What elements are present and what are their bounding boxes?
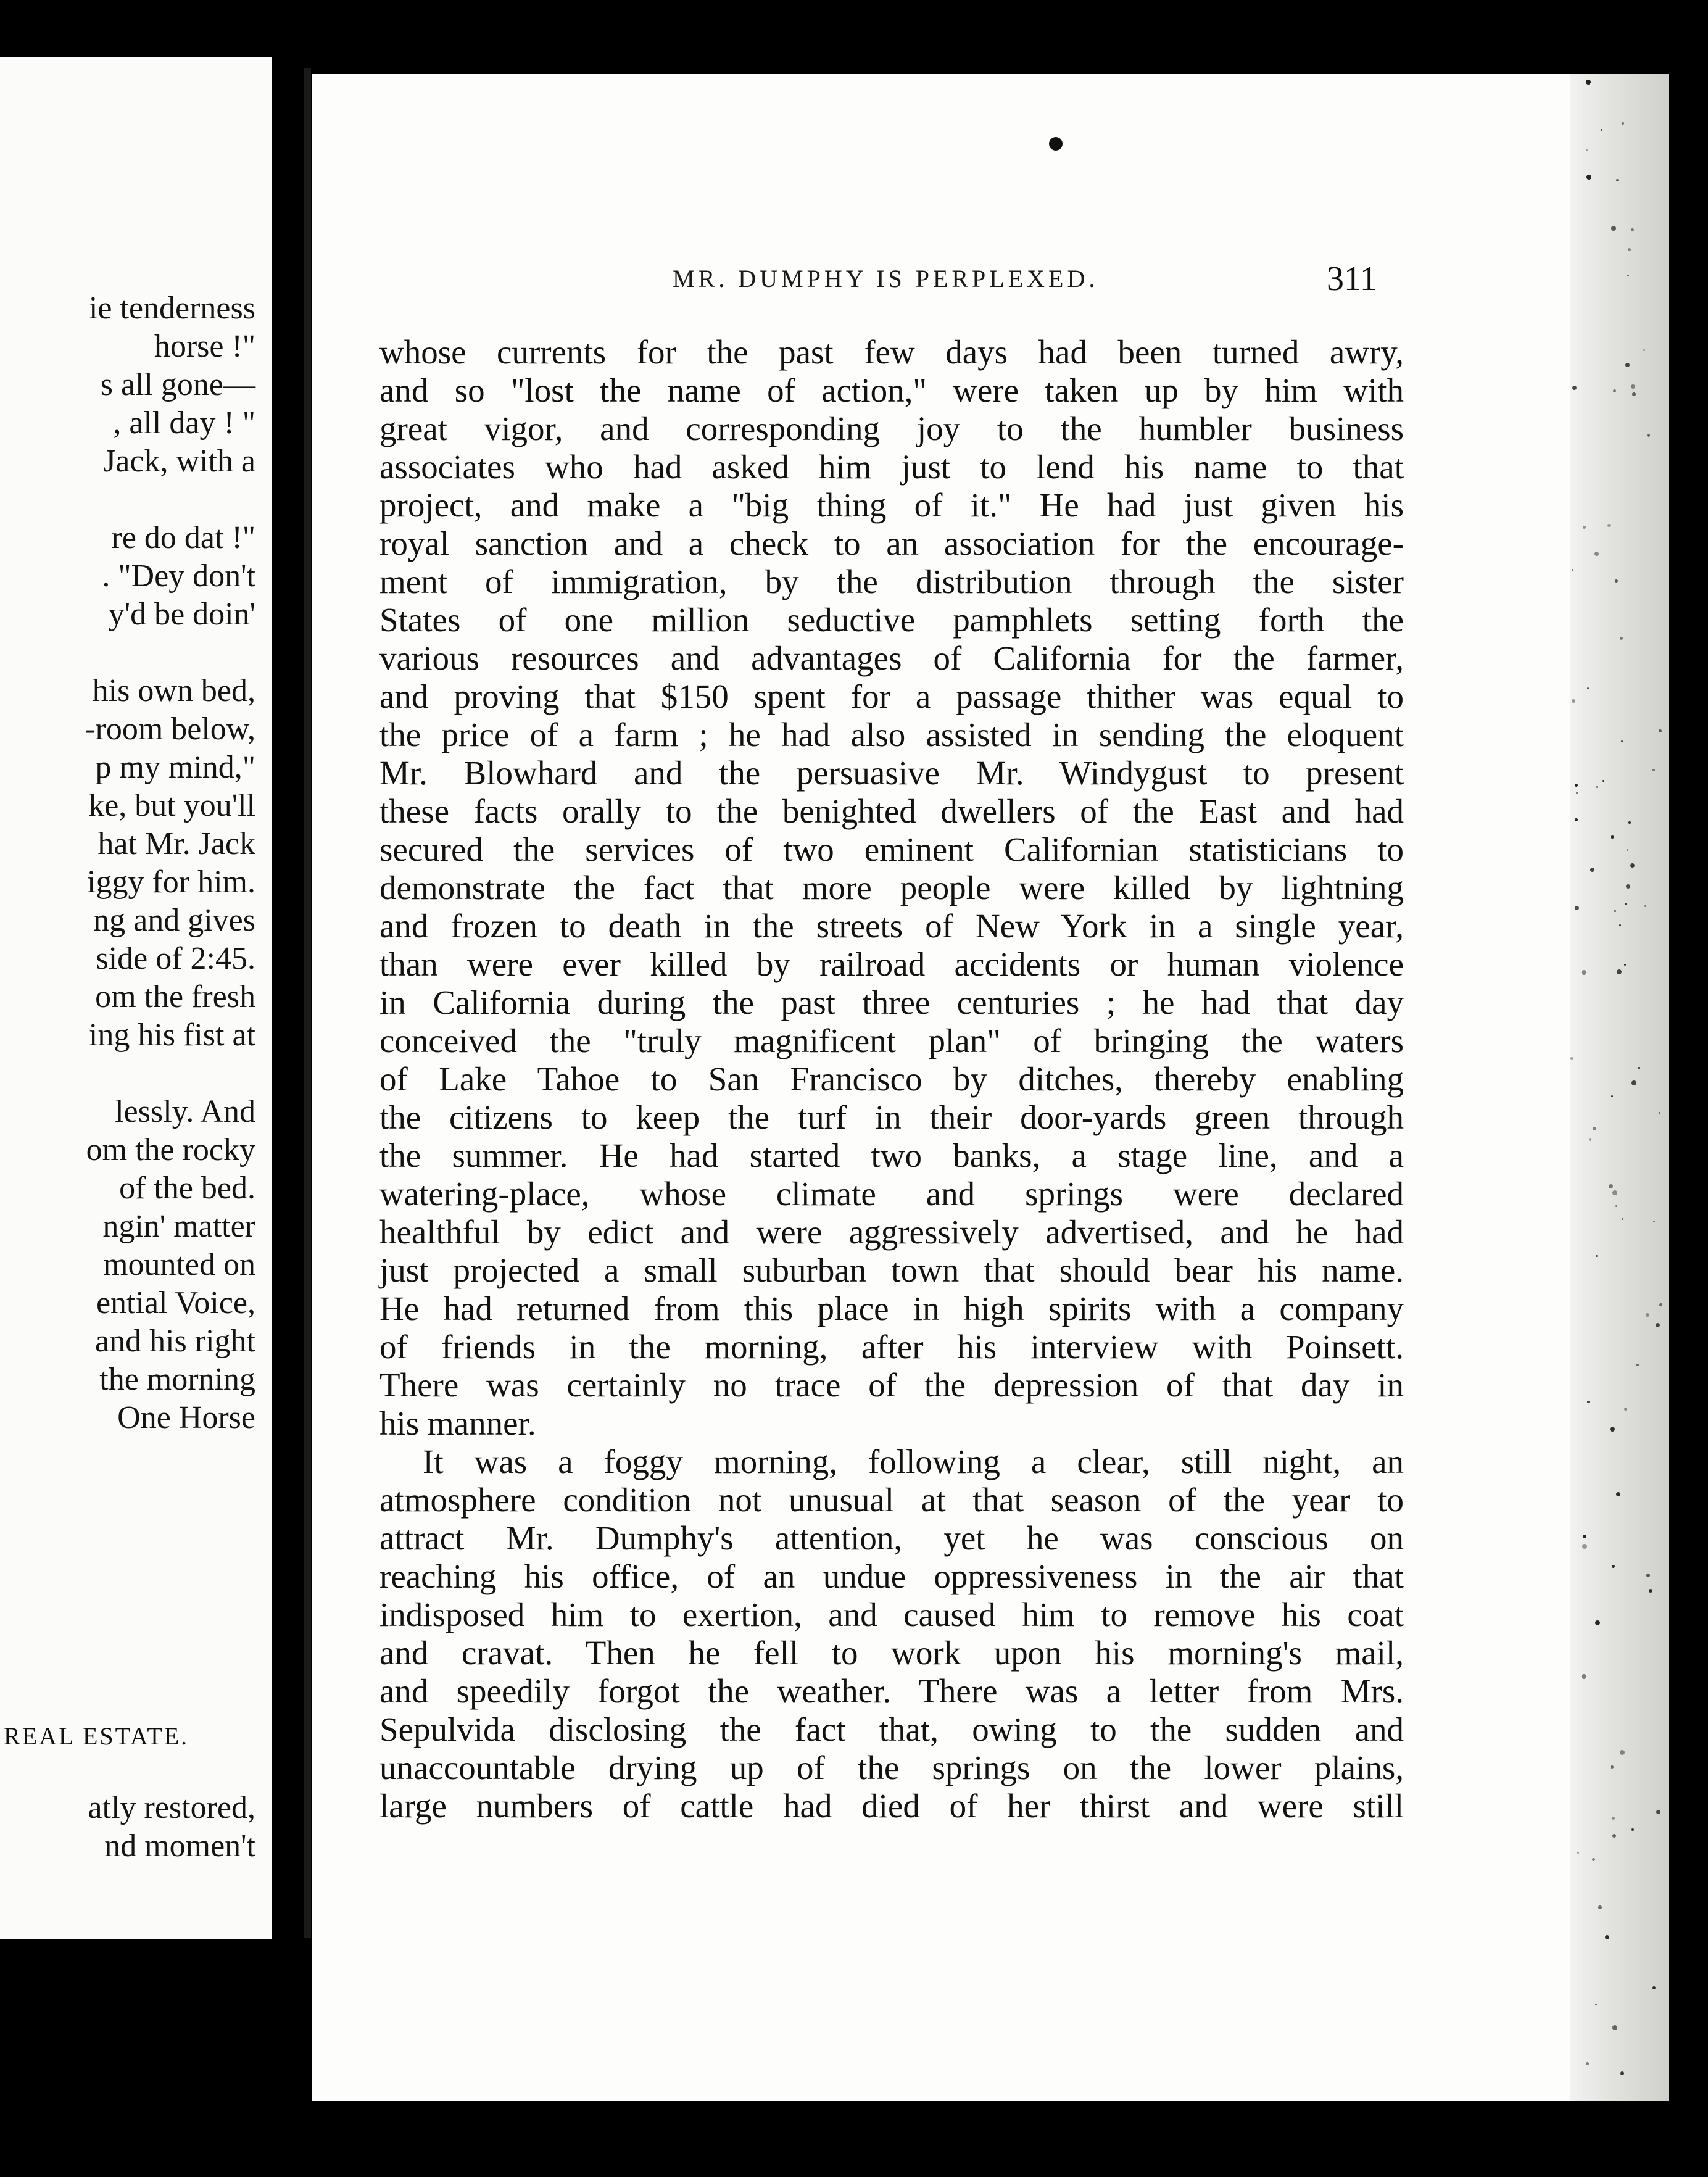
paper-speck bbox=[1572, 386, 1577, 390]
paper-speck bbox=[1616, 1492, 1620, 1496]
left-page-line: side of 2:45. bbox=[96, 941, 255, 976]
paper-speck bbox=[1624, 1408, 1627, 1411]
left-page-line: . "Dey don't bbox=[102, 558, 255, 594]
paper-speck bbox=[1612, 1190, 1617, 1195]
paper-speck bbox=[1644, 905, 1646, 907]
paper-speck bbox=[1628, 821, 1631, 824]
text-line: the price of a farm ; he had also assisted in sending the eloquent bbox=[379, 716, 1404, 753]
paper-speck bbox=[1590, 868, 1594, 872]
left-page-line: lessly. And bbox=[115, 1094, 255, 1129]
left-page-line: om the rocky bbox=[86, 1132, 255, 1167]
text-line: his manner. bbox=[379, 1404, 536, 1442]
text-line: There was certainly no trace of the depression of that day in bbox=[379, 1366, 1404, 1404]
paper-speck bbox=[1586, 80, 1591, 85]
paper-speck bbox=[1602, 780, 1604, 782]
paper-speck bbox=[1605, 1935, 1609, 1939]
left-page-line: ngin' matter bbox=[102, 1209, 255, 1244]
text-line: and cravat. Then he fell to work upon his morning's mail, bbox=[379, 1634, 1404, 1672]
left-page-line: y'd be doin' bbox=[108, 597, 255, 632]
left-page-heading: REAL ESTATE. bbox=[4, 1722, 189, 1750]
paper-speck bbox=[1612, 1834, 1616, 1838]
paper-speck bbox=[1594, 552, 1599, 556]
paper-speck bbox=[1627, 849, 1628, 851]
left-page-line: his own bed, bbox=[92, 673, 255, 708]
paper-speck bbox=[1575, 906, 1579, 910]
paper-speck bbox=[1647, 434, 1650, 437]
paper-speck bbox=[1620, 1750, 1625, 1755]
text-line: than were ever killed by railroad accidents or human violence bbox=[379, 945, 1404, 983]
left-page-line: iggy for him. bbox=[87, 865, 255, 900]
text-line: atmosphere condition not unusual at that season of the year to bbox=[379, 1481, 1404, 1519]
text-line: whose currents for the past few days had been turned awry, bbox=[379, 333, 1404, 371]
text-line: States of one million seductive pamphlets setting forth the bbox=[379, 601, 1404, 639]
paper-speck bbox=[1615, 1205, 1617, 1207]
left-page-line: p my mind," bbox=[95, 750, 255, 785]
paper-speck bbox=[1572, 569, 1573, 571]
paper-speck bbox=[1652, 769, 1655, 771]
paper-speck bbox=[1624, 964, 1626, 966]
left-page-line: ke, but you'll bbox=[88, 788, 255, 823]
paper-speck bbox=[1631, 384, 1635, 389]
left-page-line: ie tenderness bbox=[88, 291, 255, 326]
left-page-line: atly restored, bbox=[88, 1790, 255, 1825]
text-line: healthful by edict and were aggressively advertised, and he had bbox=[379, 1213, 1404, 1251]
text-line: the citizens to keep the turf in their door-yards green through bbox=[379, 1098, 1404, 1136]
paper-speck bbox=[1596, 1255, 1598, 1257]
text-line: in California during the past three centuries ; he had that day bbox=[379, 984, 1404, 1021]
paper-speck bbox=[1610, 1427, 1615, 1432]
paper-speck bbox=[1631, 1080, 1636, 1085]
ink-dot bbox=[1049, 137, 1063, 151]
text-line: attract Mr. Dumphy's attention, yet he was conscious on bbox=[379, 1519, 1404, 1557]
paper-speck bbox=[1659, 1112, 1660, 1114]
paper-speck bbox=[1586, 2062, 1589, 2065]
paper-speck bbox=[1589, 1138, 1591, 1141]
paper-speck bbox=[1583, 526, 1586, 529]
paper-speck bbox=[1638, 1067, 1640, 1069]
paper-speck bbox=[1587, 1401, 1590, 1403]
body-text bbox=[379, 333, 1404, 1825]
paper-speck bbox=[1646, 1313, 1649, 1317]
paper-speck bbox=[1649, 1589, 1652, 1593]
paper-speck bbox=[1625, 363, 1630, 367]
running-head: MR. DUMPHY IS PERPLEXED. bbox=[673, 265, 1099, 292]
paper-speck bbox=[1626, 884, 1630, 889]
text-line: indisposed him to exertion, and caused him to remove his coat bbox=[379, 1596, 1404, 1633]
paper-speck bbox=[1652, 1986, 1656, 1989]
paper-speck bbox=[1617, 969, 1622, 974]
left-page-line: s all gone— bbox=[100, 367, 255, 402]
paper-speck bbox=[1570, 1057, 1573, 1060]
left-page-line: One Horse bbox=[117, 1400, 255, 1435]
paper-speck bbox=[1656, 1810, 1660, 1814]
paper-speck bbox=[1601, 129, 1602, 131]
text-line: It was a foggy morning, following a clear, still night, an bbox=[423, 1443, 1404, 1480]
paper-speck bbox=[1659, 1303, 1662, 1306]
paper-speck bbox=[1622, 122, 1624, 125]
paper-speck bbox=[1611, 835, 1614, 839]
page-number: 311 bbox=[1327, 260, 1377, 298]
paper-speck bbox=[1612, 1817, 1615, 1820]
text-line: and proving that $150 spent for a passage thither was equal to bbox=[379, 678, 1404, 715]
text-line: various resources and advantages of California for the farmer, bbox=[379, 639, 1404, 677]
paper-speck bbox=[1586, 175, 1591, 180]
left-page-line: mounted on bbox=[103, 1247, 255, 1282]
left-page bbox=[0, 57, 272, 1939]
left-page-line: om the fresh bbox=[95, 979, 255, 1014]
paper-speck bbox=[1636, 1364, 1639, 1366]
paper-speck bbox=[1620, 637, 1623, 640]
text-line: just projected a small suburban town that should bear his name. bbox=[379, 1251, 1404, 1289]
paper-speck bbox=[1572, 699, 1575, 703]
paper-speck bbox=[1586, 149, 1588, 151]
text-line: reaching his office, of an undue oppressiveness in the air that bbox=[379, 1557, 1404, 1595]
left-page-line: re do dat !" bbox=[111, 520, 255, 555]
paper-speck bbox=[1653, 1221, 1655, 1222]
left-page-line: ential Voice, bbox=[96, 1285, 255, 1321]
paper-speck bbox=[1614, 910, 1616, 912]
paper-speck bbox=[1631, 1828, 1634, 1831]
text-line: ment of immigration, by the distribution through the sister bbox=[379, 563, 1404, 600]
text-line: He had returned from this place in high spirits with a company bbox=[379, 1290, 1404, 1327]
text-line: Mr. Blowhard and the persuasive Mr. Windygust to present bbox=[379, 754, 1404, 792]
paper-speck bbox=[1582, 1544, 1587, 1549]
paper-speck bbox=[1643, 349, 1645, 351]
paper-speck bbox=[1607, 524, 1611, 527]
paper-speck bbox=[1611, 1095, 1613, 1097]
paper-speck bbox=[1621, 740, 1623, 742]
paper-speck bbox=[1575, 818, 1578, 821]
paper-speck bbox=[1659, 729, 1662, 732]
paper-speck bbox=[1611, 226, 1616, 231]
paper-speck bbox=[1631, 228, 1634, 231]
text-line: Sepulvida disclosing the fact that, owing to the sudden and bbox=[379, 1710, 1404, 1748]
paper-speck bbox=[1576, 792, 1578, 794]
text-line: conceived the "truly magnificent plan" of bringing the waters bbox=[379, 1022, 1404, 1059]
paper-speck bbox=[1615, 579, 1618, 583]
paper-speck bbox=[1612, 1565, 1615, 1568]
paper-speck bbox=[1630, 863, 1635, 868]
text-line: unaccountable drying up of the springs on the lower plains, bbox=[379, 1749, 1404, 1786]
paper-speck bbox=[1587, 687, 1589, 689]
paper-speck bbox=[1595, 1620, 1600, 1625]
paper-speck bbox=[1625, 903, 1627, 905]
paper-speck bbox=[1583, 1535, 1586, 1538]
text-line: secured the services of two eminent Californian statisticians to bbox=[379, 831, 1404, 868]
left-page-line: hat Mr. Jack bbox=[97, 826, 255, 861]
paper-speck bbox=[1628, 248, 1631, 251]
paper-speck bbox=[1619, 924, 1621, 926]
paper-speck bbox=[1575, 784, 1578, 787]
text-line: these facts orally to the benighted dwellers of the East and had bbox=[379, 792, 1404, 830]
paper-speck bbox=[1620, 2071, 1624, 2075]
left-page-line: the morning bbox=[99, 1362, 255, 1397]
text-line: of friends in the morning, after his interview with Poinsett. bbox=[379, 1328, 1404, 1366]
gutter-shadow bbox=[304, 68, 311, 1938]
text-line: project, and make a "big thing of it." He had just given his bbox=[379, 486, 1404, 524]
left-page-line: ng and gives bbox=[93, 903, 255, 938]
paper-speck bbox=[1656, 1323, 1660, 1327]
paper-speck bbox=[1622, 1218, 1623, 1220]
left-page-line: Jack, with a bbox=[103, 444, 255, 479]
paper-speck bbox=[1613, 389, 1616, 392]
paper-speck bbox=[1611, 1765, 1614, 1769]
paper-speck bbox=[1577, 1852, 1579, 1854]
text-line: and frozen to death in the streets of New York in a single year, bbox=[379, 907, 1404, 945]
text-line: and speedily forgot the weather. There was a letter from Mrs. bbox=[379, 1672, 1404, 1710]
paper-speck bbox=[1592, 1858, 1595, 1861]
text-line: royal sanction and a check to an association for the encourage- bbox=[379, 525, 1404, 562]
paper-speck bbox=[1609, 1184, 1613, 1188]
paper-speck bbox=[1616, 179, 1619, 181]
text-line: demonstrate the fact that more people were killed by lightning bbox=[379, 869, 1404, 906]
text-line: great vigor, and corresponding joy to the humbler business bbox=[379, 410, 1404, 447]
text-line: large numbers of cattle had died of her thirst and were still bbox=[379, 1787, 1404, 1825]
left-page-line: nd momen't bbox=[104, 1828, 255, 1864]
paper-speck bbox=[1582, 970, 1586, 975]
paper-speck bbox=[1582, 1674, 1586, 1679]
text-line: associates who had asked him just to lend his name to that bbox=[379, 448, 1404, 486]
left-page-line: of the bed. bbox=[119, 1171, 255, 1206]
text-line: of Lake Tahoe to San Francisco by ditches, thereby enabling bbox=[379, 1060, 1404, 1098]
paper-speck bbox=[1595, 2004, 1597, 2005]
paper-speck bbox=[1646, 1574, 1650, 1577]
paper-speck bbox=[1612, 2025, 1617, 2030]
text-line: and so "lost the name of action," were taken up by him with bbox=[379, 371, 1404, 409]
text-line: the summer. He had started two banks, a stage line, and a bbox=[379, 1137, 1404, 1174]
left-page-line: -room below, bbox=[85, 711, 255, 747]
left-page-line: and his right bbox=[95, 1324, 255, 1359]
paper-speck bbox=[1598, 1905, 1602, 1909]
left-page-line: horse !" bbox=[154, 329, 255, 364]
paper-speck bbox=[1627, 275, 1629, 276]
text-line: watering-place, whose climate and springs were declared bbox=[379, 1175, 1404, 1213]
left-page-line: , all day ! " bbox=[113, 405, 255, 441]
paper-speck bbox=[1593, 1127, 1596, 1130]
left-page-line: ing his fist at bbox=[88, 1018, 255, 1053]
paper-speck bbox=[1596, 786, 1598, 788]
page-edge bbox=[1570, 74, 1669, 2101]
paper-speck bbox=[1632, 392, 1636, 396]
